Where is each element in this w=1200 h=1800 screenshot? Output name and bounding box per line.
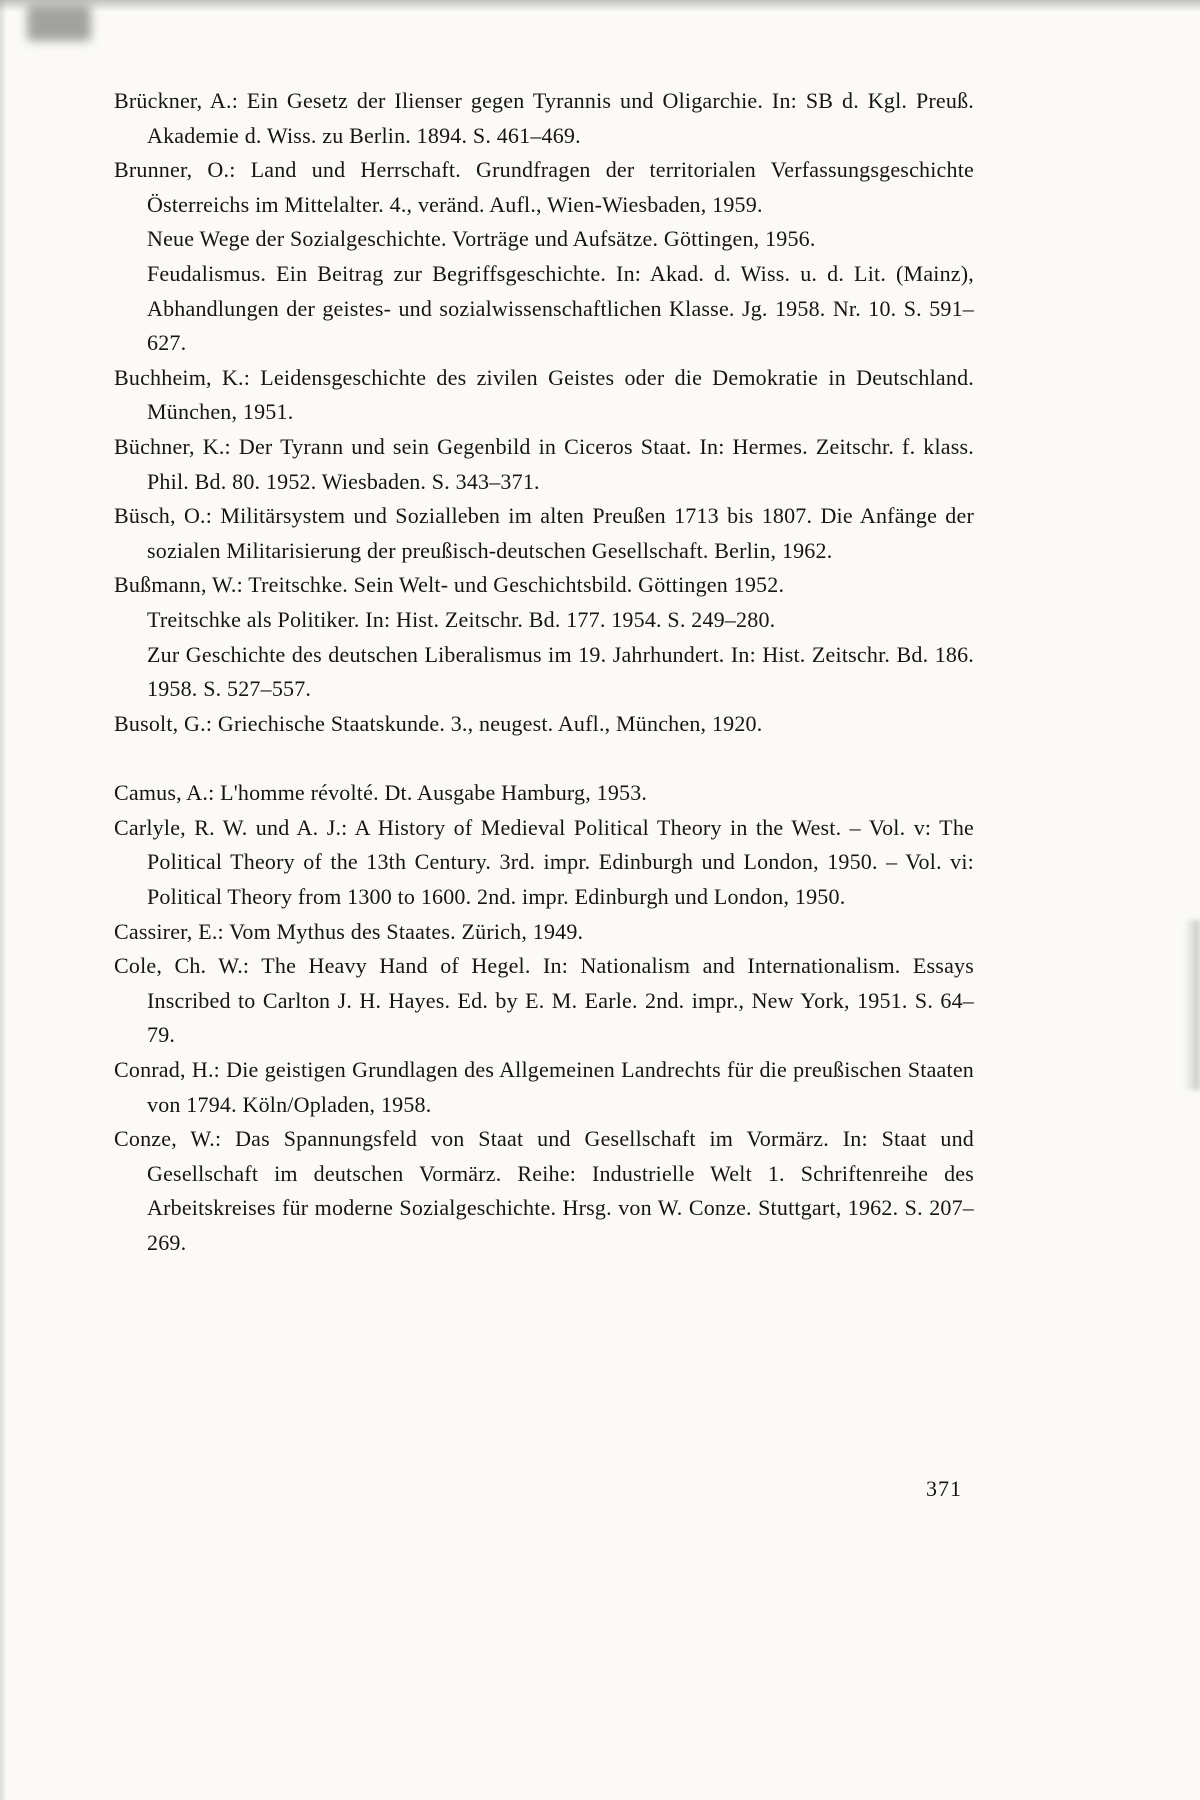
bibliography-entry: Büsch, O.: Militärsystem und Sozialleben im alten Preußen 1713 bis 1807. Die Anfänge der sozialen Militarisierung der preußisch-deutschen Gesellschaft. Berlin, 1962. [114,503,974,563]
bibliography-entry: Camus, A.: L'homme révolté. Dt. Ausgabe Hamburg, 1953. [114,780,648,806]
bibliography-entry: Conrad, H.: Die geistigen Grundlagen des Allgemeinen Landrechts für die preußischen Staaten von 1794. Köln/Opladen, 1958. [114,1057,974,1117]
bibliography-list [114,84,974,1261]
scan-artifact-corner-smudge [27,5,91,41]
scan-artifact-left-edge [0,0,7,1800]
bibliography-entry-continuation: Neue Wege der Sozialgeschichte. Vorträge und Aufsätze. Göttingen, 1956. [147,226,816,252]
bibliography-entry-continuation: Treitschke als Politiker. In: Hist. Zeitschr. Bd. 177. 1954. S. 249–280. [147,606,776,632]
bibliography-entry-continuation: Zur Geschichte des deutschen Liberalismus im 19. Jahrhundert. In: Hist. Zeitschr. Bd. 186. 1958. S. 527–557. [147,641,974,702]
page-number: 371 [926,1476,962,1501]
bibliography-entry: Brunner, O.: Land und Herrschaft. Grundfragen der territorialen Verfassungsgeschichte Österreichs im Mittelalter. 4., veränd. Aufl., Wien-Wiesbaden, 1959. [114,157,974,217]
bibliography-entry: Brückner, A.: Ein Gesetz der Ilienser gegen Tyrannis und Oligarchie. In: SB d. Kgl. Preuß. Akademie d. Wiss. zu Berlin. 1894. S. 461–469. [114,88,974,148]
bibliography-entry: Buchheim, K.: Leidensgeschichte des zivilen Geistes oder die Demokratie in Deutschland. München, 1951. [114,364,974,425]
bibliography-entry: Conze, W.: Das Spannungsfeld von Staat und Gesellschaft im Vormärz. In: Staat und Gesellschaft im deutschen Vormärz. Reihe: Industrielle Welt 1. Schriftenreihe des Arbeitskreises für moderne Sozialgeschichte. Hrsg. von W. Conze. Stuttgart, 1962. S. 207–269. [114,1126,974,1255]
bibliography-entry: Cole, Ch. W.: The Heavy Hand of Hegel. In: Nationalism and Internationalism. Essays Inscribed to Carlton J. H. Hayes. Ed. by E. M. Earle. 2nd. impr., New York, 1951. S. 64–79. [114,953,974,1048]
bibliography-entry: Büchner, K.: Der Tyrann und sein Gegenbild in Ciceros Staat. In: Hermes. Zeitschr. f. klass. Phil. Bd. 80. 1952. Wiesbaden. S. 343–371. [114,433,974,494]
scan-artifact-right-smudge [1184,920,1200,1090]
bibliography-entry: Cassirer, E.: Vom Mythus des Staates. Zürich, 1949. [114,918,584,944]
bibliography-entry: Bußmann, W.: Treitschke. Sein Welt- und Geschichtsbild. Göttingen 1952. [114,572,785,598]
bibliography-entry-continuation: Feudalismus. Ein Beitrag zur Begriffsgeschichte. In: Akad. d. Wiss. u. d. Lit. (Mainz), Abhandlungen der geistes- und sozialwissenschaftlichen Klasse. Jg. 1958. Nr. 10. S. 591–627. [147,260,974,356]
bibliography-entry: Carlyle, R. W. und A. J.: A History of Medieval Political Theory in the West. – Vol. v: The Political Theory of the 13th Century. 3rd. impr. Edinburgh und London, 1950. – Vol. vi: Political Theory from 1300 to 1600. 2nd. impr. Edinburgh und London, 1950. [114,814,974,910]
scan-artifact-top-edge [0,0,1200,12]
bibliography-entry: Busolt, G.: Griechische Staatskunde. 3., neugest. Aufl., München, 1920. [114,710,763,736]
